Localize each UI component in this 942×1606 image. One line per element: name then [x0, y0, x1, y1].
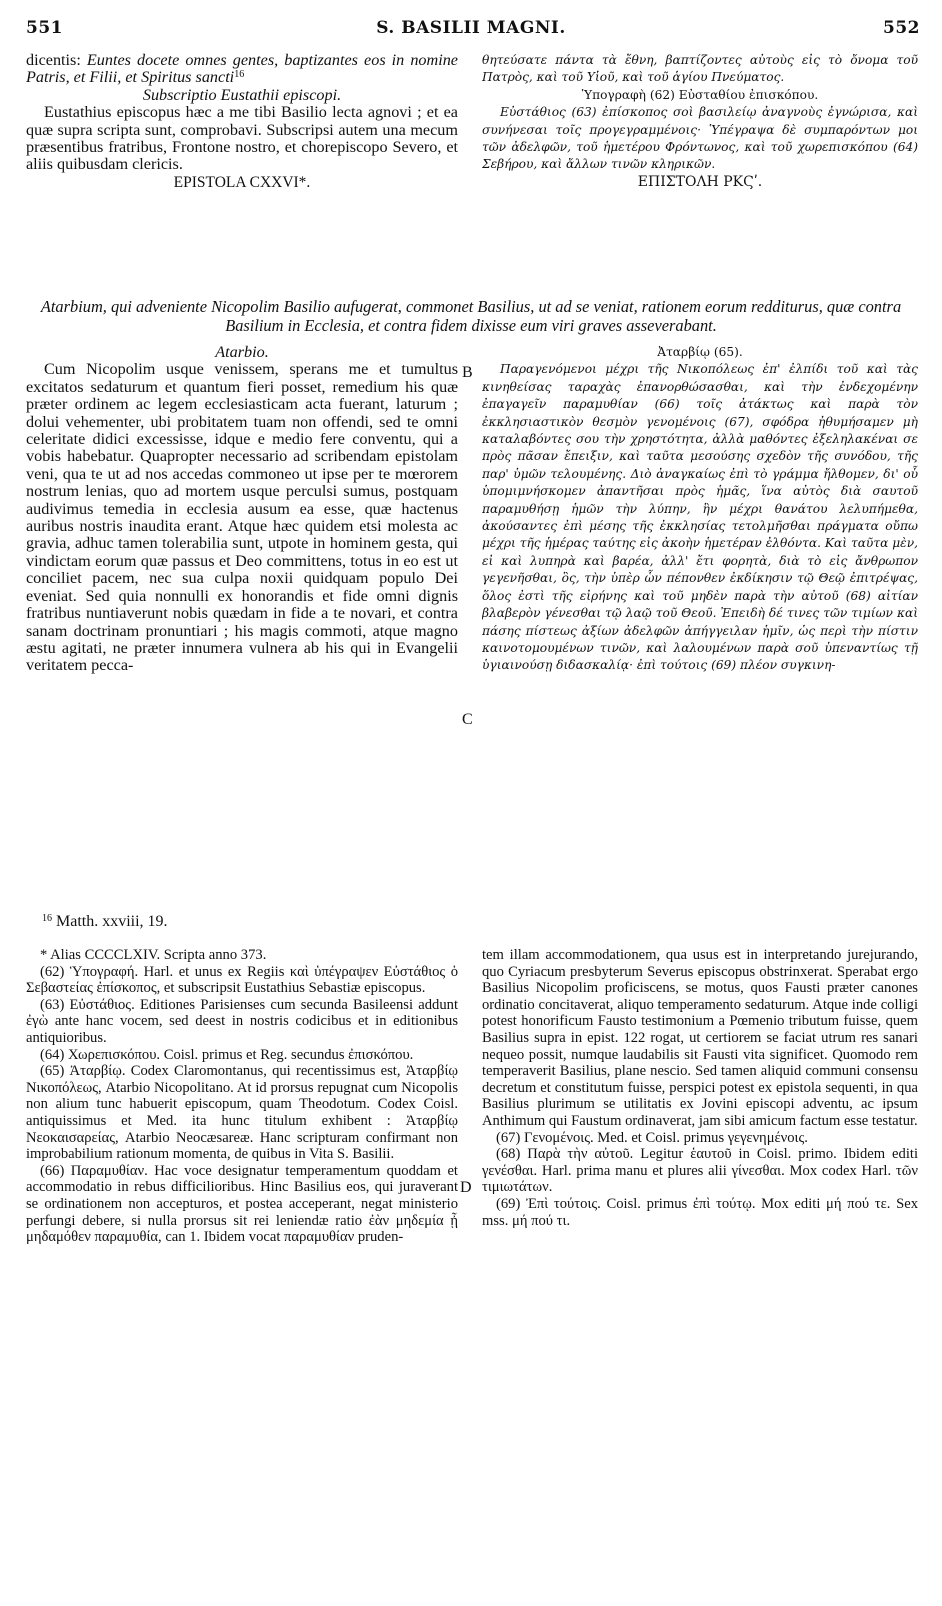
note-text: (69) Ἐπὶ τούτοις. Coisl. primus ἐπὶ τούτῳ. Mox editi μή πού τε. Sex mss. μή πού τι. — [482, 1195, 918, 1229]
greek-text: Παραγενόμενοι μέχρι τῆς Νικοπόλεως ἐπ' ἐλπίδι τοῦ καὶ τὰς κινηθείσας ταραχὰς ἐπανορθώσασθαι, καὶ τὴν ἐνδεχομένην ἐπαγαγεῖν παραμυθίαν (66) τοῖς ἀτάκτως καὶ παρὰ τὸν ἐκκλησιαστικὸν θεσμὸν γενομένοις (67), σφόδρα ἠθυμήσαμεν μὴ καταλαβόντες σου τὴν χρηστότητα, ἀλλὰ μαθόντες ἐξεληλακέναι σε πρὸς πᾶσαν ἔπειξιν, καὶ ταῦτα μεσούσης σχεδὸν τῆς συνόδου, τῆς παρ' ὑμῶν τελουμένης. Διὸ ἀναγκαίως ἐπὶ τὸ γράμμα ἤλθομεν, δι' οὗ ὑπομιμνήσκομεν ἀπαντῆσαι πρὸς ἡμᾶς, ἵνα αὐτὸς διὰ σαυτοῦ παραμυθήσῃ ἡμῶν τὴν λύπην, ἣν μέχρι θανάτου λελυπήμεθα, ἀκούσαντες ἐπὶ μέσης τῆς ἐκκλησίας τετολμῆσθαι πράγματα οὔπω μέχρι τῆς ἡμέρας ταύτης εἰς ἀκοὴν ἡμετέραν ἐλθόντα. Καὶ ταῦτα μὲν, εἰ καὶ λυπηρὰ καὶ βαρέα, ἀλλ' ἔτι φορητὰ, διὰ τὸ εἰς ἄνθρωπον γεγενῆσθαι, ὃς, τὴν ὑπὲρ ὧν πέπονθεν ἐκδίκησιν τῷ Θεῷ ἐπιτρέψας, ὅλος ἐστὶ τῆς εἰρήνης καὶ τοῦ μηδὲν παρὰ τὴν αὐτοῦ (68) αἰτίαν βλαβερὸν γένεσθαι τῷ λαῷ τοῦ Θεοῦ. Ἐπειδὴ δέ τινες τῶν τιμίων καὶ πάσης πίστεως ἀξίων ἀδελφῶν ἀπήγγειλαν ἡμῖν, ὡς περὶ τὴν πίστιν καινοτομουμένων τινῶν, καὶ λαλουμένων παρὰ σοῦ ὑπεναντίως τῇ ὑγιαινούσῃ διδασκαλίᾳ· ἐπὶ τούτοις (69) πλέον συγκινη- — [482, 362, 918, 673]
epistle-heading-greek: ΕΠΙΣΤΟΛΗ ΡΚϚʹ. — [637, 173, 763, 190]
margin-letter-d: D — [460, 1179, 472, 1196]
running-title: S. BASILII MAGNI. — [376, 18, 566, 38]
latin-subheading: Subscriptio Eustathii episcopi. — [142, 85, 342, 104]
greek-text: Εὐστάθιος (63) ἐπίσκοπος σοὶ βασιλείῳ ἀναγνοὺς ἐγνώρισα, καὶ συνήνεσαι τοῖς προγεγραμμένοις· Ὑπέγραψα δὲ συμπαρόντων μοι τῶν ἀδελφῶν, τοῦ ἡμετέρου Φρόντωνος, καὶ τοῦ χωρεπισκόπου (64) Σεβήρου, καὶ ἄλλων τινῶν κληρικῶν. — [482, 105, 918, 172]
epistle-summary: Atarbium, qui adveniente Nicopolim Basilio aufugerat, commonet Basilius, ut ad se veniat, rationem eorum redditurus, quæ contra Basilium in Ecclesia, et contra fidem dixisse eum viri graves asseverabant. — [40, 297, 902, 335]
latin-column-main — [26, 344, 458, 904]
greek-column-main — [482, 344, 918, 904]
note-text: (64) Χωρεπισκόπου. Coisl. primus et Reg. secundus ἐπισκόπου. — [40, 1046, 414, 1063]
note-text: (66) Παραμυθίαν. Hac voce designatur temperamentum quoddam et accommodatio in rebus difficilioribus. Hinc Basilius eos, qui juraverant se ordinationem non accepturos, et postea acceperant, negat ministerio perfungi debere, si nulla prorsus sit rei leniendæ ratio ἐὰν μηδεμία ᾖ μηδαμόθεν παραμυθία, can 1. Ibidem vocat παραμυθίαν pruden- — [26, 1162, 458, 1246]
note-text: (62) Ὑπογραφή. Harl. et unus ex Regiis καὶ ὑπέγραψεν Εὐστάθιος ὁ Σεβαστείας ἐπίσκοπος, et subscripsit Eustathius Sebastiæ episcopus. — [26, 963, 458, 997]
margin-letter-c: C — [462, 711, 473, 728]
page-number-right: 552 — [883, 18, 920, 38]
addressee-greek: Ἀταρβίῳ (65). — [657, 345, 743, 359]
note-text: (68) Παρὰ τὴν αὐτοῦ. Legitur ἑαυτοῦ in Coisl. primo. Ibidem editi γενέσθαι. Harl. prima manu et plures alii γίνεσθαι. Mox codex Harl. τῶν τιμιωτάτων. — [482, 1146, 918, 1196]
note-text: (67) Γενομένοις. Med. et Coisl. primus γεγενημένοις. — [496, 1129, 808, 1146]
running-header — [0, 18, 942, 42]
notes-left-column — [26, 947, 458, 1599]
margin-letter-b: B — [462, 364, 473, 381]
footnote-16: $^{16}$ Matth. xxviii, 19. — [42, 913, 168, 930]
note-text: tem illam accommodationem, qua usus est in interpretando jurejurando, quo Cyriacum presbyterum Severus episcopus obstrinxerat. Sperabat ergo Basilius Nicopolim proficiscens, se motus, quos Fausti præter canones ordinatio concitaverat, aliquo temperamento sedaturum. Atque inde colligi potest honorificum Fausto testimonium a Pœmenio tributum fuisse, quem Basilius supra in epist. 122 rogat, ut certiorem se faciat utrum res sanari nequeo possit, numque laudabilis sit Fausti vita significet. Quomodo rem temperaverit Basilius, plane nescio. Sed tamen aliquid communi consensu decretum et constitutum fuisse, perspici potest ex epistola sequenti, in qua Basilius plurimum se utilitatis ex Jovini episcopi adventu, ac ipsum Anthimum qui Faustum ordinaverat, jam sibi amicum factum esse testatur. — [482, 947, 918, 1129]
note-text: (63) Εὐστάθιος. Editiones Parisienses cum secunda Basileensi addunt ἐγὼ ante hanc vocem, sed deest in nostris codicibus et in editionibus antiquioribus. — [26, 996, 458, 1046]
epistle-heading-latin: EPISTOLA CXXVI*. — [173, 173, 311, 191]
greek-subheading: Ὑπογραφὴ (62) Εὐσταθίου ἐπισκόπου. — [581, 87, 819, 102]
note-text: * Alias CCCCLXIV. Scripta anno 373. — [40, 947, 267, 963]
latin-text: dicentis: Euntes docete omnes gentes, baptizantes eos in nomine Patris, et Filii, et Spiritus sancti$^{16}$ — [26, 52, 458, 87]
note-text: (65) Ἀταρβίῳ. Codex Claromontanus, qui recentissimus est, Ἀταρβίῳ Νικοπόλεως, Atarbio Nicopolitano. At id prorsus repugnat cum Nicopolis non alium tunc habuerit episcopum, quam Theodotum. Codex Coisl. antiquissimus et Med. ita hunc titulum exhibent : Ἀταρβίῳ Νεοκαισαρείας, Atarbio Neocæsareæ. Hanc scripturam confirmant non improbabilium rationum momenta, de quibus in Vita S. Basilii. — [26, 1063, 458, 1163]
latin-column-top — [26, 52, 458, 288]
greek-column-top — [482, 52, 918, 288]
page-number-left: 551 — [26, 18, 63, 38]
latin-text: Cum Nicopolim usque venissem, sperans me et tumultus excitatos sedaturum et quantum fieri posset, remedium his quæ præter ordinem ac legem ecclesiasticam acta fuerant, laturum ; dolui vehementer, ubi probitatem tuam non offendi, sed te omni celeritate didici excessisse, idque e medio fere conventu, qui a vobis habebatur. Quapropter necessario ad scribendam epistolam veni, qua te ut ad nos accedas commoneo ut ipse per te mœrorem nostrum lenias, quo ad mortem usque perculsi sumus, postquam audivimus temedia in ecclesia ausum ea esse, quæ hactenus auribus nostris inaudita erant. Atque hæc quidem etsi molesta ac gravia, adhuc tamen tolerabilia sunt, utpote in hominem gesta, qui vindictam eorum quæ passus et Deo committens, totus in eo est ut conciliet pacem, nec sua culpa noxii quidquam populo Dei eveniat. Sed quia nonnulli ex honorandis et fide omni dignis fratribus nuntiaverunt nobis quædam in fide a te novari, et contra sanam doctrinam pronuntiari ; his magis commoti, atque magno æstu agitati, ne præter innumera vulnera ab his qui in Evangelii veritatem pecca- — [26, 360, 458, 675]
addressee-latin: Atarbio. — [215, 344, 269, 361]
latin-text: Eustathius episcopus hæc a me tibi Basilio lecta agnovi ; et ea quæ supra scripta sunt, comprobavi. Subscripsi autem una mecum præsentibus fratribus, Frontone nostro, et chorepiscopo Severo, et aliis quibusdam clericis. — [26, 103, 458, 174]
greek-text: θητεύσατε πάντα τὰ ἔθνη, βαπτίζοντες αὐτοὺς εἰς τὸ ὄνομα τοῦ Πατρὸς, καὶ τοῦ Υἱοῦ, καὶ τοῦ ἁγίου Πνεύματος. — [482, 53, 918, 85]
notes-right-column — [482, 947, 918, 1599]
